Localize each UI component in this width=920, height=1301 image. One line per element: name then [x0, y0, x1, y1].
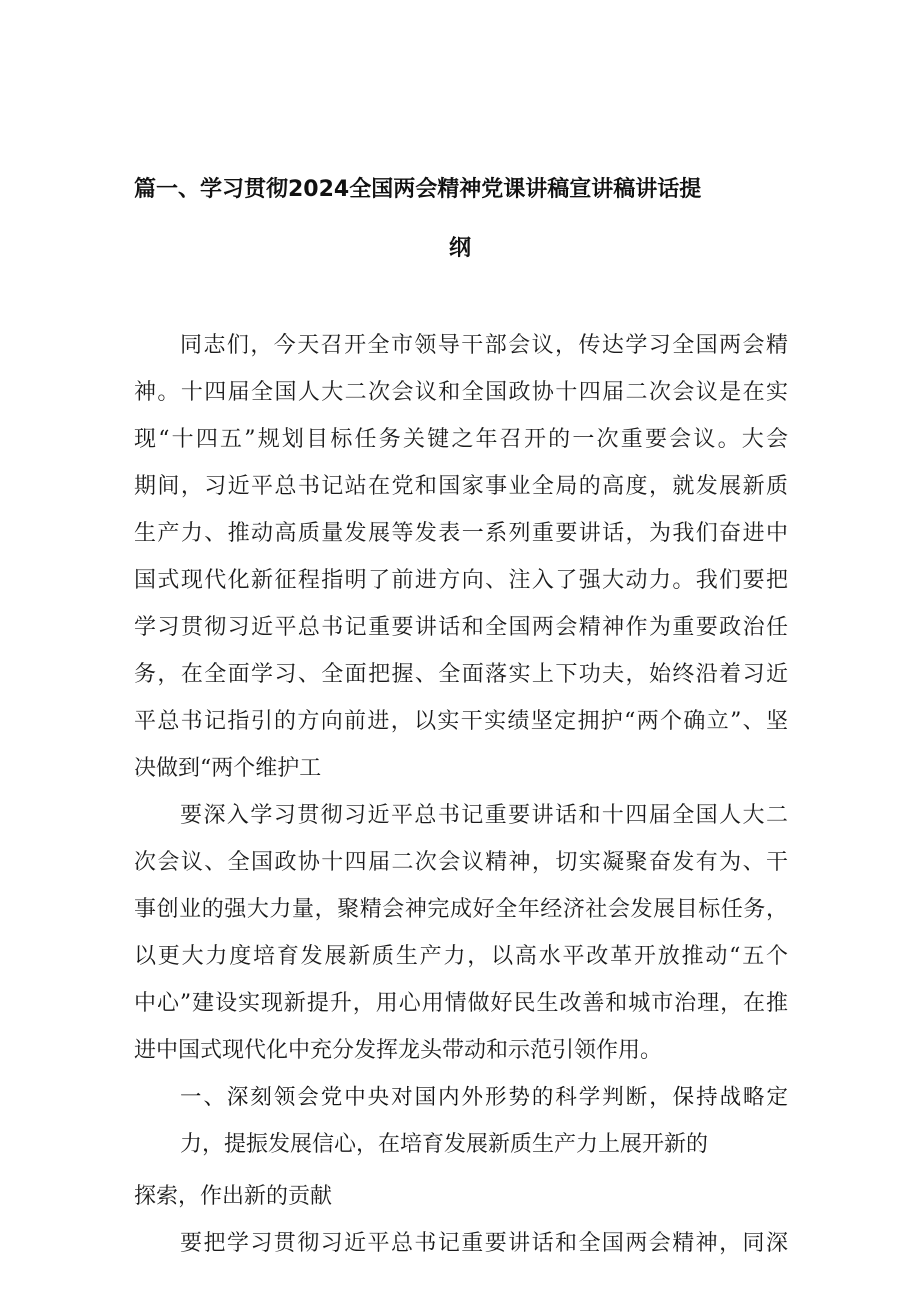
paragraph-3-line: 要把学习贯彻习近平总书记重要讲话和全国两会精神，同深 [180, 1231, 788, 1256]
section-1-heading-line: 力，提振发展信心，在培育发展新质生产力上展开新的 [180, 1132, 709, 1157]
paragraph-2-line: 事创业的强大力量，聚精会神完成好全年经济社会发展目标任务， [134, 897, 788, 922]
paragraph-2-line: 次会议、全国政协十四届二次会议精神，切实凝聚奋发有为、干 [134, 850, 788, 875]
paragraph-1-line: 同志们，今天召开全市领导干部会议，传达学习全国两会精 [180, 333, 788, 358]
paragraph-1-line: 平总书记指引的方向前进，以实干实绩坚定拥护“两个确立”、坚 [134, 709, 788, 734]
paragraph-2-line: 以更大力度培育发展新质生产力，以高水平改革开放推动“五个 [134, 944, 788, 969]
document-title-line-2: 纲 [448, 236, 471, 261]
paragraph-1-line: 学习贯彻习近平总书记重要讲话和全国两会精神作为重要政治任 [134, 615, 788, 640]
section-1-heading-line: 探索，作出新的贡献 [134, 1184, 333, 1209]
paragraph-1-line: 生产力、推动高质量发展等发表一系列重要讲话，为我们奋进中 [134, 521, 788, 546]
paragraph-1-line: 务，在全面学习、全面把握、全面落实上下功夫，始终沿着习近 [134, 662, 788, 687]
paragraph-1-line: 神。十四届全国人大二次会议和全国政协十四届二次会议是在实 [134, 380, 788, 405]
paragraph-2-line: 中心”建设实现新提升，用心用情做好民生改善和城市治理，在推 [134, 991, 788, 1016]
paragraph-2-line: 要深入学习贯彻习近平总书记重要讲话和十四届全国人大二 [180, 803, 788, 828]
paragraph-2-line: 进中国式现代化中充分发挥龙头带动和示范引领作用。 [134, 1038, 663, 1063]
paragraph-1-line: 现“十四五”规划目标任务关键之年召开的一次重要会议。大会 [134, 427, 788, 452]
paragraph-1-line: 决做到“两个维护工 [134, 756, 322, 781]
document-title-line-1: 篇一、学习贯彻2024全国两会精神党课讲稿宣讲稿讲话提 [134, 177, 702, 202]
paragraph-1-line: 期间，习近平总书记站在党和国家事业全局的高度，就发展新质 [134, 474, 788, 499]
section-1-heading-line: 一、深刻领会党中央对国内外形势的科学判断，保持战略定 [180, 1085, 788, 1110]
paragraph-1-line: 国式现代化新征程指明了前进方向、注入了强大动力。我们要把 [134, 568, 788, 593]
